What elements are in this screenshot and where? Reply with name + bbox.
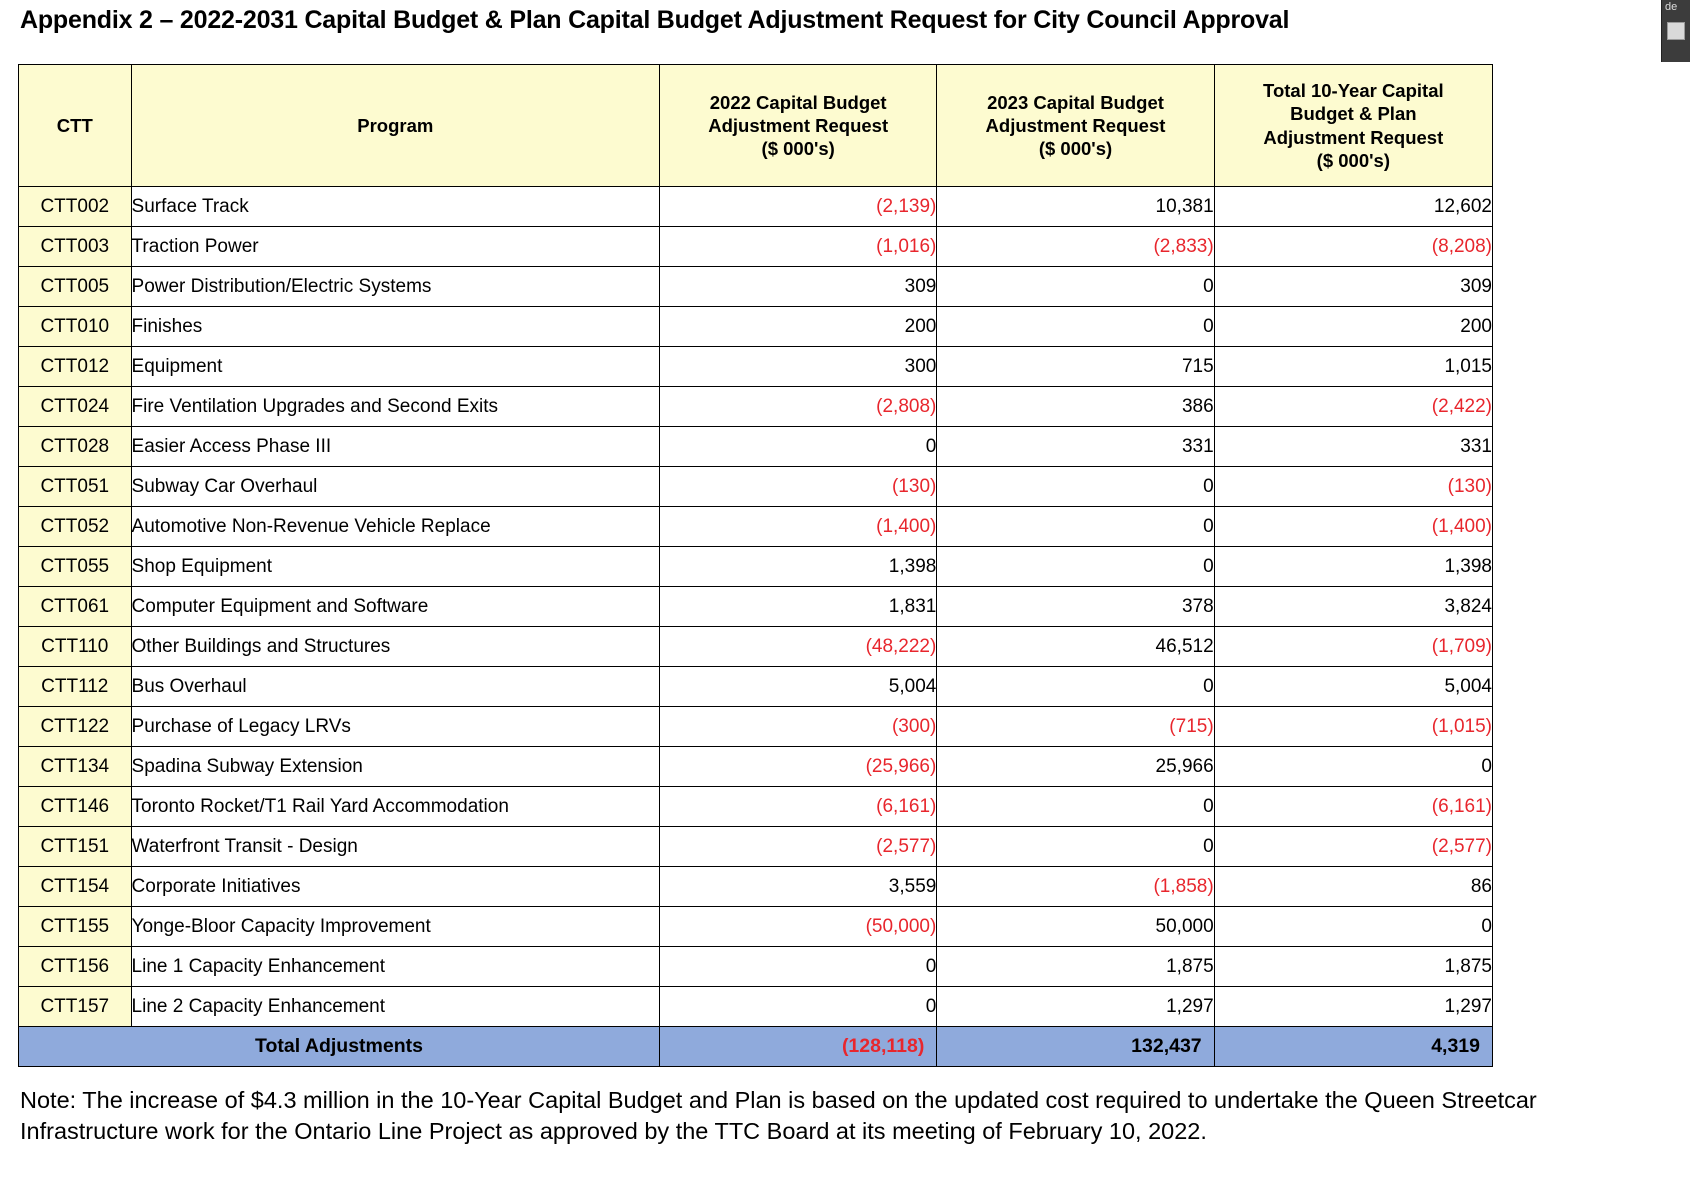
cell-ctt: CTT156 (19, 947, 132, 987)
cell-program: Fire Ventilation Upgrades and Second Exits (131, 387, 660, 427)
cell-2023: (1,858) (937, 867, 1214, 907)
cell-program: Yonge-Bloor Capacity Improvement (131, 907, 660, 947)
cell-ctt: CTT012 (19, 347, 132, 387)
cell-total: (6,161) (1214, 787, 1492, 827)
cell-ctt: CTT051 (19, 467, 132, 507)
column-header-2023-line2: Adjustment Request (985, 114, 1166, 136)
cell-program: Surface Track (131, 187, 660, 227)
column-header-total-line4: ($ 000's) (1316, 149, 1390, 171)
cell-total: 331 (1214, 427, 1492, 467)
cell-2022: (2,577) (660, 827, 937, 867)
table-row (19, 747, 1493, 787)
cell-2023: 0 (937, 827, 1214, 867)
cell-total: 5,004 (1214, 667, 1492, 707)
total-row-total: 4,319 (1214, 1027, 1492, 1067)
cell-2023: (715) (937, 707, 1214, 747)
cell-ctt: CTT005 (19, 267, 132, 307)
cell-2023: 0 (937, 507, 1214, 547)
table-row (19, 587, 1493, 627)
cell-total: 86 (1214, 867, 1492, 907)
column-header-program (131, 65, 660, 187)
cell-total: 1,875 (1214, 947, 1492, 987)
total-row (19, 1027, 1493, 1067)
table-body (19, 187, 1493, 1027)
column-header-total-line3: Adjustment Request (1263, 126, 1444, 148)
cell-2022: (25,966) (660, 747, 937, 787)
table-header-row (19, 65, 1493, 187)
table-row (19, 267, 1493, 307)
column-header-2022 (660, 65, 937, 187)
cell-total: 1,297 (1214, 987, 1492, 1027)
cell-ctt: CTT024 (19, 387, 132, 427)
cell-2023: 0 (937, 467, 1214, 507)
cell-ctt: CTT010 (19, 307, 132, 347)
column-header-2022-line1: 2022 Capital Budget (709, 91, 887, 113)
table-row (19, 547, 1493, 587)
capital-budget-table (18, 64, 1493, 1067)
cell-ctt: CTT151 (19, 827, 132, 867)
cell-ctt: CTT122 (19, 707, 132, 747)
cell-2023: 0 (937, 787, 1214, 827)
cell-2022: 0 (660, 947, 937, 987)
cell-total: (2,422) (1214, 387, 1492, 427)
footnote: Note: The increase of $4.3 million in the 10-Year Capital Budget and Plan is based on the updated cost required to undertake the Queen Streetcar Infrastructure work for the Ontario Line Project as approved by the TTC Board at its meeting of February 10, 2022. (20, 1087, 1537, 1145)
cell-2022: (130) (660, 467, 937, 507)
cell-total: 3,824 (1214, 587, 1492, 627)
cell-program: Bus Overhaul (131, 667, 660, 707)
cell-program: Line 2 Capacity Enhancement (131, 987, 660, 1027)
cell-2023: 0 (937, 307, 1214, 347)
cell-program: Line 1 Capacity Enhancement (131, 947, 660, 987)
cell-2022: (2,139) (660, 187, 937, 227)
cell-2022: (1,400) (660, 507, 937, 547)
cell-total: 12,602 (1214, 187, 1492, 227)
table-row (19, 187, 1493, 227)
cell-2022: (2,808) (660, 387, 937, 427)
window-chrome-sliver (1661, 0, 1690, 62)
chrome-mini-label: de (1665, 1, 1678, 13)
cell-2023: 715 (937, 347, 1214, 387)
cell-2023: 10,381 (937, 187, 1214, 227)
column-header-2023-line1: 2023 Capital Budget (987, 91, 1164, 113)
column-header-2023 (937, 65, 1214, 187)
cell-ctt: CTT003 (19, 227, 132, 267)
table-row (19, 307, 1493, 347)
table-row (19, 467, 1493, 507)
cell-2023: (2,833) (937, 227, 1214, 267)
chrome-mini-button[interactable] (1667, 22, 1685, 40)
cell-program: Easier Access Phase III (131, 427, 660, 467)
cell-2023: 0 (937, 547, 1214, 587)
cell-2022: 309 (660, 267, 937, 307)
cell-total: 1,015 (1214, 347, 1492, 387)
column-header-ctt-line1: CTT (56, 114, 93, 136)
cell-2022: 0 (660, 427, 937, 467)
cell-ctt: CTT157 (19, 987, 132, 1027)
cell-2023: 1,297 (937, 987, 1214, 1027)
cell-ctt: CTT028 (19, 427, 132, 467)
cell-ctt: CTT110 (19, 627, 132, 667)
table-row (19, 827, 1493, 867)
cell-2022: (1,016) (660, 227, 937, 267)
cell-2023: 0 (937, 667, 1214, 707)
cell-program: Corporate Initiatives (131, 867, 660, 907)
table-row (19, 947, 1493, 987)
column-header-2023-line3: ($ 000's) (1038, 138, 1113, 160)
cell-ctt: CTT154 (19, 867, 132, 907)
cell-program: Shop Equipment (131, 547, 660, 587)
cell-ctt: CTT002 (19, 187, 132, 227)
cell-program: Automotive Non-Revenue Vehicle Replace (131, 507, 660, 547)
cell-2023: 50,000 (937, 907, 1214, 947)
total-row-2022: (128,118) (660, 1027, 937, 1067)
table-row (19, 387, 1493, 427)
cell-total: 200 (1214, 307, 1492, 347)
total-row-2023: 132,437 (937, 1027, 1214, 1067)
cell-total: 309 (1214, 267, 1492, 307)
table-row (19, 707, 1493, 747)
cell-ctt: CTT112 (19, 667, 132, 707)
cell-program: Toronto Rocket/T1 Rail Yard Accommodation (131, 787, 660, 827)
cell-program: Finishes (131, 307, 660, 347)
cell-total: (1,400) (1214, 507, 1492, 547)
cell-program: Equipment (131, 347, 660, 387)
cell-program: Spadina Subway Extension (131, 747, 660, 787)
cell-ctt: CTT052 (19, 507, 132, 547)
cell-ctt: CTT134 (19, 747, 132, 787)
cell-2022: 1,831 (660, 587, 937, 627)
cell-2022: 1,398 (660, 547, 937, 587)
table-row (19, 667, 1493, 707)
table-row (19, 867, 1493, 907)
cell-2023: 46,512 (937, 627, 1214, 667)
cell-program: Computer Equipment and Software (131, 587, 660, 627)
cell-program: Purchase of Legacy LRVs (131, 707, 660, 747)
table-row (19, 347, 1493, 387)
column-header-program-line1: Program (357, 114, 434, 136)
cell-2022: 300 (660, 347, 937, 387)
cell-program: Other Buildings and Structures (131, 627, 660, 667)
cell-2022: (48,222) (660, 627, 937, 667)
total-row-label: Total Adjustments (19, 1027, 660, 1067)
cell-2022: 5,004 (660, 667, 937, 707)
cell-2022: (300) (660, 707, 937, 747)
cell-2023: 386 (937, 387, 1214, 427)
cell-total: (130) (1214, 467, 1492, 507)
column-header-ctt (19, 65, 132, 187)
table-row (19, 907, 1493, 947)
cell-program: Waterfront Transit - Design (131, 827, 660, 867)
cell-2022: (50,000) (660, 907, 937, 947)
cell-total: (1,015) (1214, 707, 1492, 747)
cell-ctt: CTT061 (19, 587, 132, 627)
cell-total: 0 (1214, 907, 1492, 947)
table-row (19, 427, 1493, 467)
cell-total: 0 (1214, 747, 1492, 787)
cell-2023: 331 (937, 427, 1214, 467)
table-row (19, 507, 1493, 547)
cell-2022: 0 (660, 987, 937, 1027)
cell-2023: 378 (937, 587, 1214, 627)
cell-ctt: CTT055 (19, 547, 132, 587)
cell-2023: 1,875 (937, 947, 1214, 987)
cell-2022: (6,161) (660, 787, 937, 827)
table-footer (19, 1027, 1493, 1067)
cell-2023: 25,966 (937, 747, 1214, 787)
column-header-total (1214, 65, 1492, 187)
cell-ctt: CTT155 (19, 907, 132, 947)
cell-2022: 200 (660, 307, 937, 347)
table-header (19, 65, 1493, 187)
cell-total: 1,398 (1214, 547, 1492, 587)
table-row (19, 787, 1493, 827)
cell-total: (8,208) (1214, 227, 1492, 267)
column-header-total-line1: Total 10-Year Capital (1263, 80, 1444, 102)
cell-program: Traction Power (131, 227, 660, 267)
cell-2022: 3,559 (660, 867, 937, 907)
cell-2023: 0 (937, 267, 1214, 307)
page-title: Appendix 2 – 2022-2031 Capital Budget & Plan Capital Budget Adjustment Request for City Council Approval (20, 6, 1290, 34)
cell-program: Subway Car Overhaul (131, 467, 660, 507)
table-row (19, 627, 1493, 667)
column-header-total-line2: Budget & Plan (1290, 103, 1417, 125)
cell-program: Power Distribution/Electric Systems (131, 267, 660, 307)
cell-total: (2,577) (1214, 827, 1492, 867)
cell-total: (1,709) (1214, 627, 1492, 667)
table-row (19, 987, 1493, 1027)
table-row (19, 227, 1493, 267)
cell-ctt: CTT146 (19, 787, 132, 827)
column-header-2022-line3: ($ 000's) (761, 138, 835, 160)
column-header-2022-line2: Adjustment Request (708, 114, 889, 136)
